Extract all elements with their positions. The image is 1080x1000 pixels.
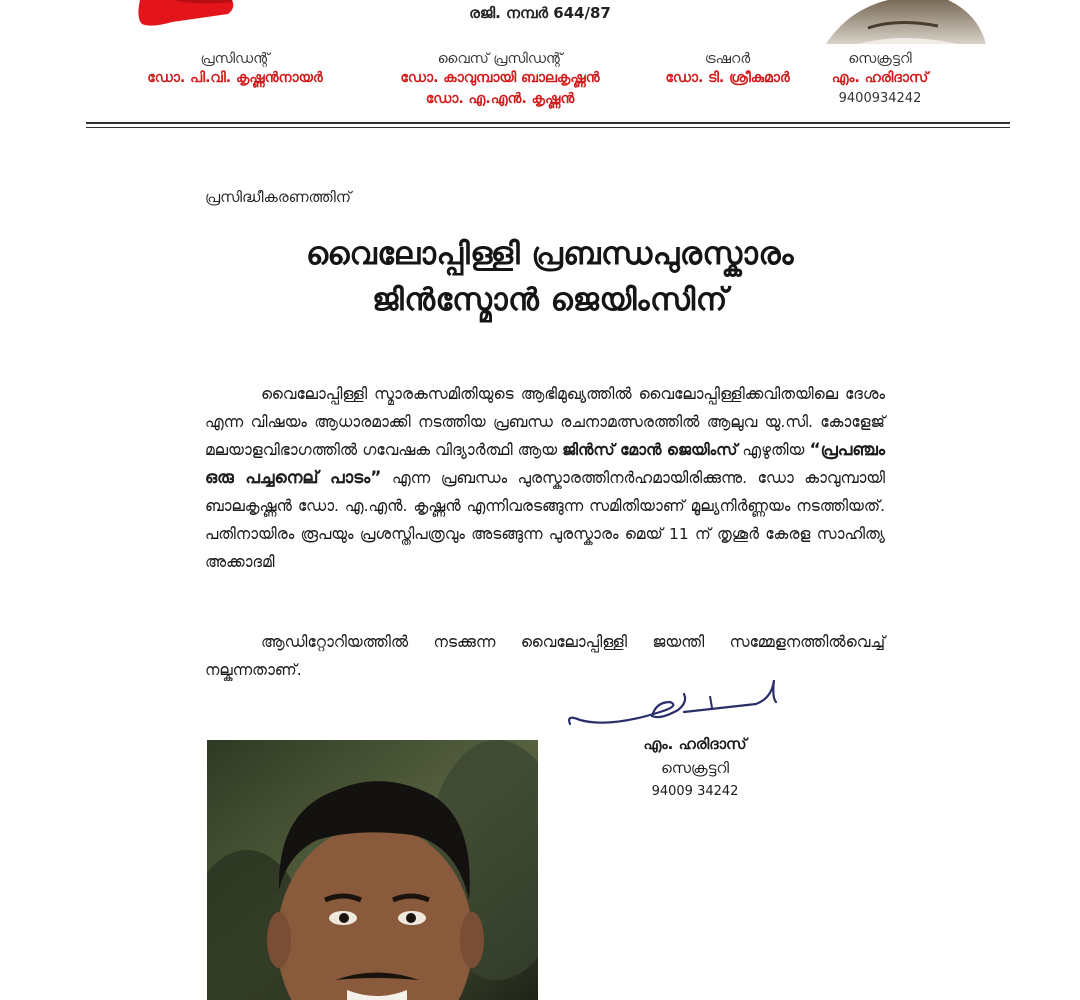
notice-paragraph-2: ആഡിറ്റോറിയത്തിൽ നടക്കുന്ന വൈലോപ്പിള്ളി ജയന്തി സമ്മേളനത്തിൽവെച്ച് നല്കുന്നതാണ്.: [205, 633, 885, 679]
office-role: സെക്രട്ടറി: [848, 51, 912, 67]
paragraph-text: എന്ന പ്രബന്ധം പുരസ്കാരത്തിനർഹമായിരിക്കുന്നു. ഡോ കാവുമ്പായി ബാലകൃഷ്ണൻ ഡോ. എ.എൻ. കൃഷ്ണൻ എന്നിവരടങ്ങുന്ന സമിതിയാണ് മൂല്യനിർണ്ണയം നടത്തിയത്. പതിനായിരം രൂപയും പ്രശസ്തിപത്രവും അടങ്ങുന്ന പുരസ്കാരം മെയ് 11 ന് തൃശൂർ കേരള സാഹിത്യ അക്കാദമി: [205, 469, 885, 571]
poet-portrait: [818, 0, 988, 44]
header-divider-thin: [86, 127, 1010, 128]
office-vice-president: [370, 50, 630, 110]
notice-paragraph-1: [205, 380, 885, 576]
awardee-photo: [207, 740, 538, 1000]
signatory-name: എം. ഹരിദാസ്: [643, 735, 747, 753]
headline-line-1: വൈലോപ്പിള്ളി പ്രബന്ധപുരസ്കാരം: [305, 236, 795, 272]
office-role: പ്രസിഡന്റ്: [200, 51, 270, 67]
for-publication-label: പ്രസിദ്ധീകരണത്തിന്: [205, 188, 352, 206]
office-role: വൈസ് പ്രസിഡന്റ്: [437, 51, 563, 67]
paragraph-text: എഴുതിയ: [742, 441, 805, 459]
essay-title: “പ്രപഞ്ചം ഒരു പച്ചനെല് പാടം”: [205, 440, 885, 488]
office-name: ഡോ. പി.വി. കൃഷ്ണൻനായർ: [147, 70, 323, 86]
signature-image: [560, 662, 790, 734]
office-phone: 9400934242: [838, 91, 922, 106]
paragraph-text: വൈലോപ്പിള്ളി സ്മാരകസമിതിയുടെ ആഭിമുഖ്യത്തിൽ വൈലോപ്പിള്ളിക്കവിതയിലെ ദേശം എന്ന വിഷയം ആധാരമാക്കി നടത്തിയ പ്രബന്ധ രചനാമത്സരത്തിൽ ആലുവ യു.സി. കോളേജ് മലയാളവിഭാഗത്തിൽ ഗവേഷക വിദ്യാർത്ഥി ആയ: [205, 385, 885, 459]
organization-logo: [132, 0, 242, 30]
office-president: [120, 50, 350, 89]
signatory-role: സെക്രട്ടറി: [661, 759, 729, 777]
office-name: ഡോ. ടി. ശ്രീകുമാർ: [665, 70, 790, 86]
office-name: ഡോ. എ.എൻ. കൃഷ്ണൻ: [425, 91, 575, 107]
office-treasurer: [645, 50, 810, 89]
headline-line-2: ജിൻസ്മോൻ ജെയിംസിന്: [372, 282, 728, 318]
awardee-name: ജിൻസ് മോൻ ജെയിംസ്: [562, 441, 738, 459]
signatory-block: [600, 732, 790, 804]
registration-number: രജി. നമ്പർ 644/87: [469, 4, 611, 22]
office-name: ഡോ. കാവുമ്പായി ബാലകൃഷ്ണൻ: [400, 70, 600, 86]
office-role: ട്രഷറർ: [704, 51, 751, 67]
office-name: എം. ഹരിദാസ്: [831, 70, 929, 86]
header-divider: [86, 122, 1010, 124]
office-secretary: [810, 50, 950, 109]
signatory-phone: 94009 34242: [651, 784, 739, 799]
